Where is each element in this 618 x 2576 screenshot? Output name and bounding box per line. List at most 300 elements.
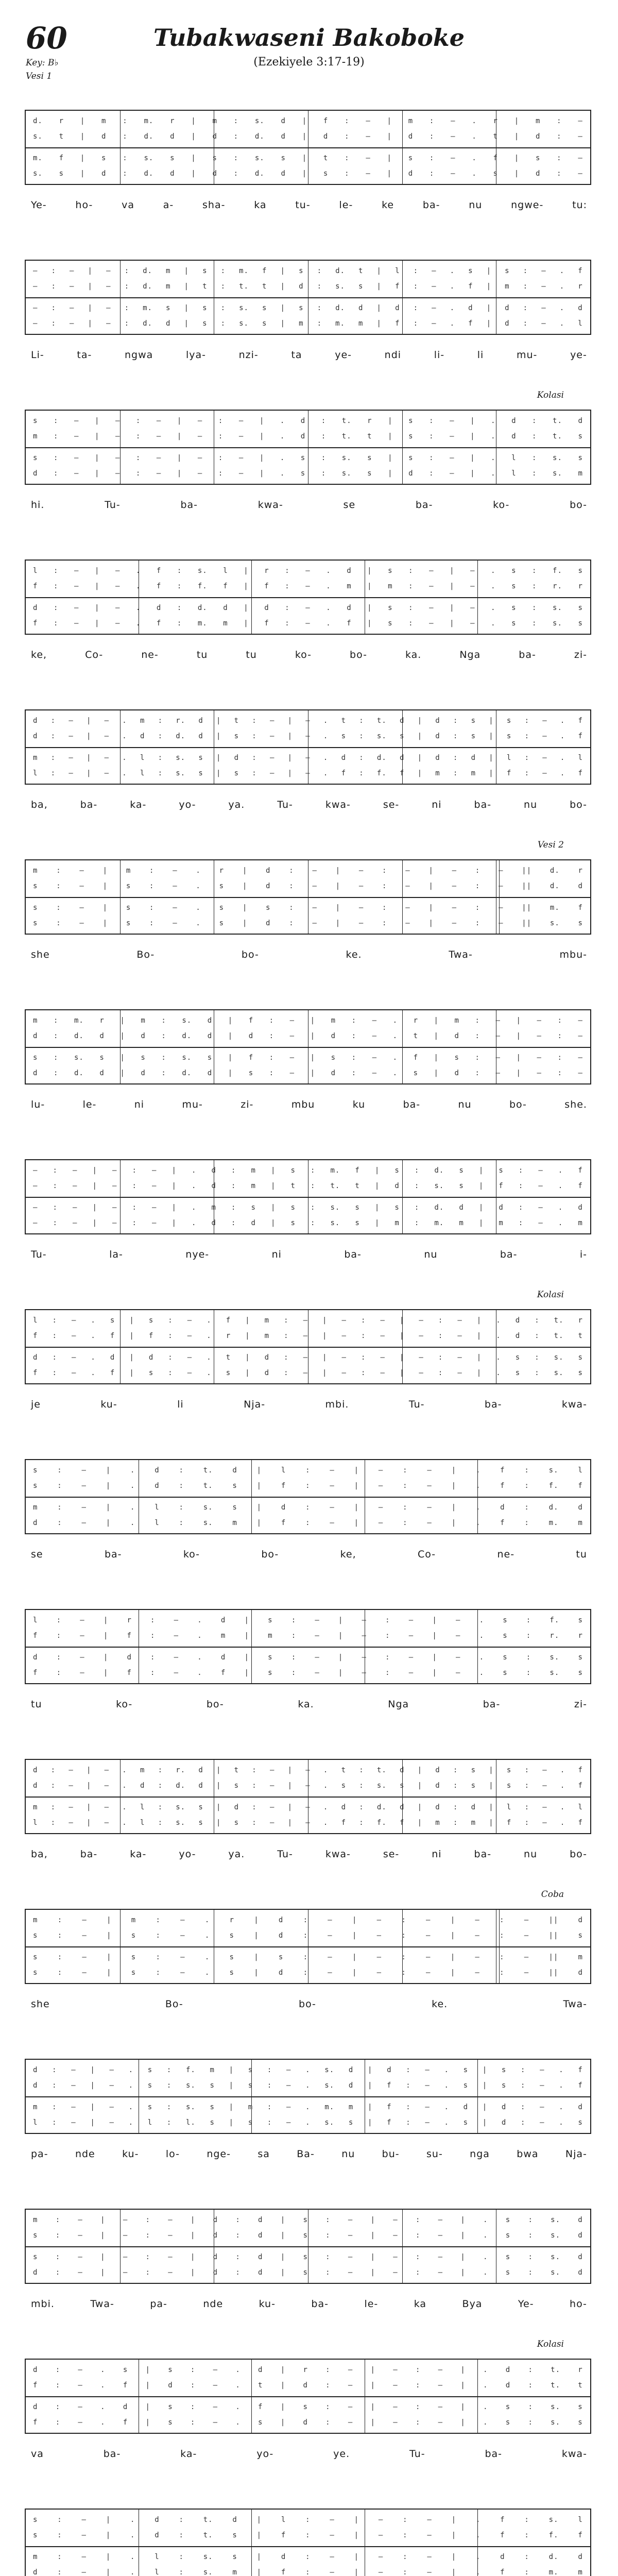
solfa-token: — bbox=[289, 1032, 295, 1040]
solfa-token: d bbox=[170, 132, 175, 141]
solfa-token: — bbox=[372, 1069, 377, 1077]
solfa-token: — bbox=[429, 604, 434, 612]
solfa-token: d. bbox=[143, 319, 152, 328]
voice-part-1 bbox=[33, 863, 583, 878]
solfa-token: — bbox=[197, 432, 203, 440]
solfa-token: | bbox=[80, 132, 85, 141]
solfa-token: | bbox=[450, 604, 455, 612]
voice-part-4 bbox=[33, 616, 583, 631]
solfa-token: : bbox=[526, 1616, 531, 1624]
solfa-token: s. bbox=[341, 469, 352, 478]
solfa-token: f. bbox=[550, 1616, 560, 1624]
solfa-token: s bbox=[33, 2516, 38, 2524]
solfa-token: : bbox=[269, 1054, 274, 1062]
solfa-token: : bbox=[149, 919, 154, 927]
solfa-token: | bbox=[478, 1166, 484, 1175]
solfa-token: f bbox=[355, 1166, 360, 1175]
solfa-token: — bbox=[542, 754, 547, 762]
solfa-token: s. bbox=[341, 454, 352, 462]
solfa-token: s bbox=[147, 2066, 153, 2074]
solfa-token: — bbox=[305, 769, 311, 777]
solfa-token: . bbox=[479, 1632, 485, 1640]
solfa-token: . bbox=[326, 619, 331, 628]
solfa-token: : bbox=[524, 1766, 529, 1774]
solfa-token: s bbox=[262, 304, 267, 312]
solfa-token: — bbox=[123, 2231, 128, 2240]
voice-part-4 bbox=[33, 2565, 583, 2576]
solfa-token: r bbox=[578, 2366, 583, 2374]
solfa-token: | bbox=[86, 1782, 92, 1790]
solfa-token: — bbox=[115, 417, 121, 425]
solfa-token: s bbox=[234, 769, 239, 777]
solfa-token: f bbox=[399, 769, 405, 777]
lyrics-line bbox=[31, 2298, 587, 2310]
solfa-token: s bbox=[578, 2418, 583, 2427]
solfa-token: — bbox=[405, 904, 410, 912]
solfa-token: — bbox=[495, 1054, 501, 1062]
solfa-token: m. bbox=[330, 1166, 340, 1175]
solfa-token: — bbox=[450, 454, 455, 462]
solfa-token: | bbox=[216, 1819, 221, 1827]
solfa-token: : bbox=[303, 1916, 308, 1924]
voice-part-1 bbox=[33, 1313, 583, 1328]
solfa-token: : bbox=[284, 1353, 289, 1362]
solfa-token: : bbox=[311, 1182, 316, 1190]
solfa-token: | bbox=[216, 1782, 221, 1790]
voice-part-4 bbox=[33, 316, 583, 331]
solfa-token: d bbox=[387, 2066, 392, 2074]
solfa-token: l bbox=[154, 2568, 160, 2576]
solfa-token: d bbox=[258, 2268, 263, 2277]
lyric-syllable: ni bbox=[432, 799, 442, 810]
solfa-token: s bbox=[506, 732, 512, 740]
solfa-token: r bbox=[493, 117, 498, 125]
lyric-syllable: tu bbox=[246, 649, 257, 660]
solfa-token: — bbox=[33, 304, 38, 312]
solfa-token: : bbox=[53, 469, 59, 478]
lyric-syllable: ye- bbox=[570, 349, 587, 361]
solfa-token: s. bbox=[550, 1669, 560, 1677]
lyric-syllable: Ye- bbox=[518, 2298, 534, 2310]
lyric-syllable: ba- bbox=[415, 499, 433, 511]
voice-part-2 bbox=[33, 579, 583, 594]
solfa-token: : bbox=[408, 619, 414, 628]
solfa-token: | bbox=[103, 1653, 109, 1662]
solfa-token: : bbox=[124, 304, 130, 312]
solfa-token: : bbox=[557, 1054, 562, 1062]
lyric-syllable: ba- bbox=[344, 1249, 362, 1260]
solfa-token: | bbox=[254, 1916, 259, 1924]
solfa-token: s bbox=[506, 1782, 512, 1790]
solfa-token: d. bbox=[376, 1803, 387, 1811]
solfa-token: s bbox=[578, 454, 583, 462]
solfa-token: | bbox=[287, 1803, 293, 1811]
solfa-token: : bbox=[252, 1819, 257, 1827]
lyric-syllable: pa- bbox=[31, 2148, 48, 2160]
music-system bbox=[0, 2489, 618, 2576]
solfa-token: | bbox=[470, 417, 475, 425]
solfa-token: . bbox=[122, 769, 127, 777]
solfa-token: . bbox=[326, 567, 331, 575]
solfa-token: d. bbox=[182, 1069, 192, 1077]
solfa-token: — bbox=[393, 2253, 398, 2261]
solfa-token: s bbox=[578, 1616, 583, 1624]
solfa-token: | bbox=[460, 2253, 466, 2261]
solfa-token: | bbox=[191, 117, 196, 125]
solfa-token: : bbox=[179, 1466, 184, 1475]
solfa-token: f. bbox=[186, 2066, 196, 2074]
solfa-token: — bbox=[330, 2531, 335, 2539]
solfa-token: | bbox=[486, 282, 492, 291]
solfa-token: : bbox=[156, 1916, 161, 1924]
solfa-token: s bbox=[141, 1054, 146, 1062]
tonic-solfa-staff bbox=[25, 1759, 591, 1834]
solfa-token: | bbox=[190, 2231, 196, 2240]
solfa-token: | bbox=[86, 732, 92, 740]
solfa-token: | bbox=[259, 432, 265, 440]
lyric-syllable: ni bbox=[134, 1099, 145, 1110]
solfa-token: l bbox=[33, 769, 38, 777]
solfa-token: — bbox=[73, 1166, 78, 1175]
solfa-token: | bbox=[171, 1166, 177, 1175]
solfa-token: d bbox=[300, 417, 306, 425]
solfa-token: — bbox=[106, 267, 111, 275]
solfa-token: d bbox=[154, 2531, 160, 2539]
solfa-token: : bbox=[475, 1016, 480, 1025]
solfa-token: l bbox=[140, 1819, 145, 1827]
solfa-token: : bbox=[385, 1653, 390, 1662]
tonic-solfa-staff bbox=[25, 110, 591, 185]
solfa-token: d. bbox=[434, 1204, 444, 1212]
solfa-token: d bbox=[505, 319, 510, 328]
solfa-token: — bbox=[541, 282, 546, 291]
solfa-token: d bbox=[234, 1803, 239, 1811]
solfa-token: . bbox=[207, 1353, 212, 1362]
solfa-token: : bbox=[291, 1616, 297, 1624]
tonic-solfa-staff bbox=[25, 709, 591, 785]
solfa-token: m bbox=[394, 1219, 400, 1227]
voice-part-4 bbox=[33, 2415, 583, 2430]
solfa-token: — bbox=[238, 454, 244, 462]
solfa-token: t. bbox=[203, 1466, 213, 1475]
solfa-token: | bbox=[90, 2119, 95, 2127]
lyric-syllable: ta- bbox=[77, 349, 92, 361]
solfa-token: | bbox=[256, 1466, 262, 1475]
solfa-token: r. bbox=[176, 1766, 186, 1774]
solfa-token: l bbox=[33, 1819, 38, 1827]
solfa-token: — bbox=[455, 1653, 461, 1662]
solfa-token: : bbox=[345, 132, 350, 141]
lyric-syllable: nu bbox=[458, 1099, 472, 1110]
solfa-token: : bbox=[57, 2531, 62, 2539]
solfa-token: d bbox=[220, 1653, 226, 1662]
solfa-token: — bbox=[187, 1316, 193, 1325]
solfa-token: | bbox=[92, 1219, 97, 1227]
lyric-syllable: Twa- bbox=[449, 949, 473, 960]
solfa-token: | bbox=[106, 1482, 111, 1490]
voice-part-2 bbox=[33, 2078, 583, 2093]
solfa-token: . bbox=[204, 1931, 210, 1940]
solfa-token: : bbox=[57, 1931, 63, 1940]
solfa-token: : bbox=[233, 154, 239, 162]
solfa-token: d bbox=[101, 132, 107, 141]
solfa-token: — bbox=[109, 2103, 114, 2111]
solfa-token: : bbox=[285, 582, 290, 590]
solfa-token: l bbox=[395, 267, 400, 275]
lyric-syllable: va bbox=[122, 199, 134, 211]
solfa-token: | bbox=[145, 2366, 150, 2374]
solfa-token: | bbox=[244, 567, 249, 575]
lyric-syllable: Nja- bbox=[565, 2148, 587, 2160]
solfa-token: s bbox=[248, 2081, 253, 2090]
solfa-token: f bbox=[33, 619, 38, 628]
solfa-token: | bbox=[374, 1204, 380, 1212]
solfa-token: . bbox=[100, 2418, 106, 2427]
solfa-token: d bbox=[212, 170, 217, 178]
lyric-syllable: Li- bbox=[31, 349, 44, 361]
solfa-token: s bbox=[471, 732, 476, 740]
solfa-token: || bbox=[522, 867, 532, 875]
solfa-token: | bbox=[428, 882, 434, 890]
solfa-token: — bbox=[348, 2418, 353, 2427]
solfa-token: s bbox=[232, 1482, 237, 1490]
solfa-token: . bbox=[192, 1219, 197, 1227]
solfa-token: | bbox=[129, 1369, 134, 1377]
solfa-token: s bbox=[299, 267, 304, 275]
solfa-token: m bbox=[33, 2216, 38, 2224]
lyric-syllable: kwa- bbox=[561, 2448, 587, 2460]
solfa-token: s bbox=[33, 919, 38, 927]
solfa-token: s bbox=[578, 1353, 583, 1362]
solfa-token: — bbox=[457, 1369, 462, 1377]
solfa-token: m bbox=[33, 1016, 38, 1025]
lyric-syllable: ba- bbox=[103, 2448, 121, 2460]
solfa-token: . bbox=[91, 1332, 96, 1340]
solfa-token: t bbox=[578, 2381, 583, 2389]
solfa-token: — bbox=[408, 1653, 414, 1662]
solfa-token: : bbox=[524, 717, 529, 725]
solfa-token: s bbox=[493, 170, 498, 178]
solfa-token: | bbox=[229, 2103, 234, 2111]
solfa-token: m bbox=[33, 2103, 38, 2111]
solfa-token: m bbox=[223, 619, 228, 628]
solfa-token: t. bbox=[203, 2516, 213, 2524]
solfa-token: f bbox=[578, 1819, 583, 1827]
solfa-token: : bbox=[305, 1519, 311, 1527]
lyric-syllable: ya. bbox=[228, 1849, 245, 1860]
solfa-token: — bbox=[104, 1782, 110, 1790]
lyric-syllable: ko- bbox=[116, 1699, 133, 1710]
music-system bbox=[0, 690, 618, 844]
solfa-token: : bbox=[53, 1069, 59, 1077]
solfa-token: : bbox=[252, 1782, 257, 1790]
solfa-token: . bbox=[475, 2568, 481, 2576]
music-system bbox=[0, 390, 618, 545]
solfa-token: — bbox=[457, 1353, 462, 1362]
solfa-token: . bbox=[475, 2516, 481, 2524]
solfa-token: — bbox=[303, 1316, 308, 1325]
solfa-token: — bbox=[541, 304, 546, 312]
lyric-syllable: bo- bbox=[570, 799, 587, 810]
solfa-token: t bbox=[234, 717, 239, 725]
solfa-token: — bbox=[79, 882, 84, 890]
solfa-token: — bbox=[315, 1632, 320, 1640]
solfa-token: f bbox=[323, 117, 329, 125]
solfa-token: | bbox=[450, 582, 455, 590]
solfa-token: — bbox=[419, 1353, 424, 1362]
solfa-token: | bbox=[476, 1369, 482, 1377]
solfa-token: — bbox=[427, 1519, 432, 1527]
solfa-token: | bbox=[120, 1032, 125, 1040]
solfa-token: | bbox=[489, 717, 494, 725]
solfa-token: | bbox=[242, 919, 248, 927]
solfa-token: — bbox=[393, 2216, 398, 2224]
solfa-token: | bbox=[387, 132, 392, 141]
solfa-token: : bbox=[403, 1466, 408, 1475]
lyrics-line bbox=[31, 1849, 587, 1860]
solfa-token: : bbox=[311, 1204, 316, 1212]
solfa-token: s. bbox=[176, 1803, 186, 1811]
solfa-token: — bbox=[475, 1916, 480, 1924]
solfa-token: d bbox=[471, 1803, 476, 1811]
lyric-syllable: nu bbox=[524, 799, 538, 810]
solfa-token: s. bbox=[554, 1369, 564, 1377]
solfa-token: . bbox=[560, 1819, 565, 1827]
solfa-token: : bbox=[135, 469, 141, 478]
solfa-token: — bbox=[81, 2553, 87, 2561]
voice-part-3 bbox=[33, 1500, 583, 1515]
music-system bbox=[0, 1739, 618, 1894]
tonic-solfa-staff bbox=[25, 859, 591, 935]
solfa-token: : bbox=[535, 1369, 540, 1377]
solfa-token: : bbox=[518, 1166, 524, 1175]
solfa-token: | bbox=[417, 717, 423, 725]
solfa-token: s bbox=[33, 2253, 38, 2261]
solfa-token: d bbox=[578, 304, 583, 312]
solfa-token: . bbox=[122, 1766, 127, 1774]
solfa-token: : bbox=[475, 1032, 480, 1040]
lyric-syllable: sa bbox=[258, 2148, 270, 2160]
solfa-token: — bbox=[542, 1803, 547, 1811]
solfa-token: | bbox=[460, 2216, 466, 2224]
section-label: Vesi 2 bbox=[537, 840, 564, 850]
solfa-token: | bbox=[216, 769, 221, 777]
voice-part-2 bbox=[33, 729, 583, 743]
solfa-token: — bbox=[305, 717, 311, 725]
tonic-solfa-staff bbox=[25, 1009, 591, 1084]
solfa-token: : bbox=[403, 2531, 408, 2539]
solfa-token: d bbox=[33, 469, 38, 478]
solfa-token: : bbox=[158, 769, 163, 777]
solfa-token: — bbox=[537, 1069, 542, 1077]
solfa-token: | bbox=[335, 919, 341, 927]
solfa-token: r bbox=[578, 867, 583, 875]
solfa-token: — bbox=[425, 2103, 430, 2111]
solfa-token: m bbox=[505, 282, 510, 291]
solfa-token: m bbox=[454, 1016, 459, 1025]
solfa-token: — bbox=[115, 454, 121, 462]
solfa-token: : bbox=[158, 717, 163, 725]
lyric-syllable: Tu- bbox=[277, 1849, 293, 1860]
solfa-token: l bbox=[281, 1466, 286, 1475]
solfa-token: — bbox=[426, 1953, 431, 1961]
solfa-token: . bbox=[130, 1466, 135, 1475]
solfa-token: t. bbox=[239, 282, 249, 291]
solfa-token: | bbox=[387, 170, 392, 178]
solfa-token: s bbox=[234, 1782, 239, 1790]
staff-divider bbox=[26, 597, 590, 598]
solfa-token: : bbox=[532, 417, 537, 425]
solfa-token: | bbox=[216, 732, 221, 740]
solfa-token: d bbox=[408, 132, 414, 141]
solfa-token: : bbox=[55, 2366, 61, 2374]
voice-part-4 bbox=[33, 916, 583, 930]
solfa-token: : bbox=[524, 769, 529, 777]
solfa-token: l bbox=[578, 1803, 583, 1811]
solfa-token: — bbox=[330, 1519, 335, 1527]
solfa-token: : bbox=[177, 567, 182, 575]
solfa-token: — bbox=[457, 1316, 462, 1325]
lyric-syllable: lya- bbox=[185, 349, 206, 361]
solfa-token: — bbox=[305, 754, 311, 762]
solfa-token: : bbox=[52, 1353, 57, 1362]
solfa-token: . bbox=[305, 2081, 311, 2090]
solfa-token: : bbox=[252, 717, 257, 725]
solfa-token: f bbox=[148, 1332, 154, 1340]
solfa-token: — bbox=[541, 267, 546, 275]
solfa-token: : bbox=[524, 2568, 529, 2576]
solfa-token: . bbox=[559, 2119, 564, 2127]
solfa-token: | bbox=[107, 1953, 112, 1961]
solfa-token: | bbox=[354, 1466, 359, 1475]
solfa-token: : bbox=[524, 1503, 529, 1512]
solfa-token: — bbox=[312, 867, 317, 875]
solfa-token: : bbox=[524, 1466, 529, 1475]
solfa-token: | bbox=[338, 1653, 344, 1662]
solfa-token: — bbox=[123, 2268, 128, 2277]
solfa-token: m bbox=[578, 1519, 583, 1527]
solfa-token: : bbox=[269, 1069, 274, 1077]
solfa-token: : bbox=[406, 2119, 411, 2127]
lyrics-line bbox=[31, 499, 587, 511]
solfa-token: t. bbox=[341, 417, 352, 425]
lyrics-line bbox=[31, 2448, 587, 2460]
solfa-token: : bbox=[149, 867, 154, 875]
solfa-token: d bbox=[399, 1766, 405, 1774]
solfa-token: | bbox=[322, 1353, 328, 1362]
solfa-token: m bbox=[33, 754, 38, 762]
solfa-token: f bbox=[347, 619, 352, 628]
solfa-token: | bbox=[388, 432, 393, 440]
solfa-token: d bbox=[33, 1766, 38, 1774]
solfa-token: d bbox=[168, 2381, 173, 2389]
solfa-token: f bbox=[499, 1182, 504, 1190]
solfa-token: : bbox=[179, 2516, 184, 2524]
lyrics-line bbox=[31, 799, 587, 810]
voice-part-4 bbox=[33, 466, 583, 481]
solfa-token: — bbox=[71, 1332, 77, 1340]
lyric-syllable: she bbox=[31, 949, 50, 960]
solfa-token: s bbox=[471, 1782, 476, 1790]
solfa-token: — bbox=[495, 1016, 501, 1025]
solfa-token: s bbox=[131, 1953, 136, 1961]
solfa-token: : bbox=[166, 2119, 172, 2127]
solfa-token: m. bbox=[239, 267, 249, 275]
solfa-token: | bbox=[432, 1632, 437, 1640]
solfa-token: : bbox=[53, 432, 59, 440]
solfa-token: — bbox=[70, 304, 75, 312]
solfa-token: | bbox=[92, 1166, 97, 1175]
